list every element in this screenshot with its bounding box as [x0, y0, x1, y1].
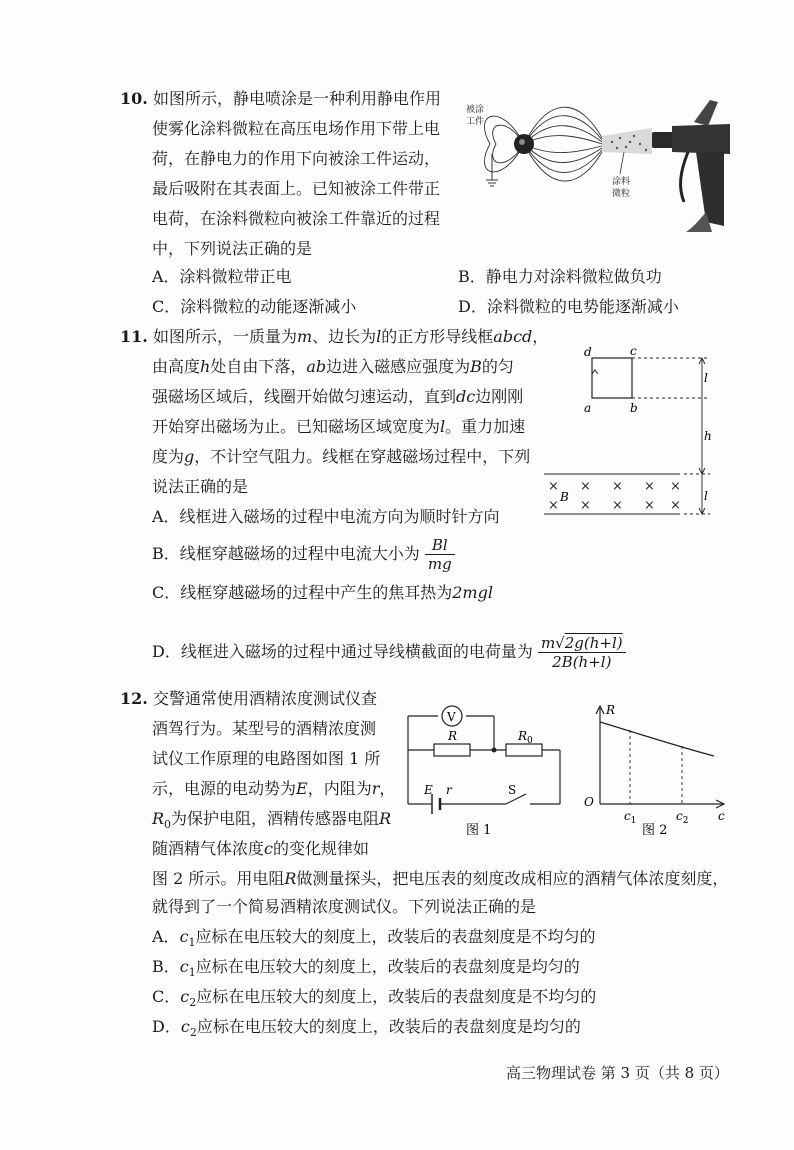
q11-option-a: A．线框进入磁场的过程中电流方向为顺时针方向 [152, 507, 500, 526]
label-V: V [447, 710, 456, 724]
label-E: E [424, 783, 433, 797]
gun-handle [696, 152, 724, 226]
q10-number: 10. [120, 89, 148, 108]
svg-text:×: × [612, 479, 623, 494]
q11-option-d: D．线框进入磁场的过程中通过导线横截面的电荷量为 $\frac{m√2g(h+l)}{2B(h+l)}$ [152, 634, 626, 671]
q12-option-d: D．$c_2$应标在电压较大的刻度上，改装后的表盘刻度是均匀的 [152, 1017, 581, 1040]
label-a: a [584, 401, 592, 415]
label-c-axis: c [718, 809, 725, 823]
q11-line-5: 度为g，不计空气阻力。线框在穿越磁场过程中，下列 [152, 447, 531, 466]
q11-option-c: C．线框穿越磁场的过程中产生的焦耳热为2mgl [152, 583, 493, 602]
q12-line-1: 12. 交警通常使用酒精浓度测试仪查 [120, 689, 377, 708]
svg-text:×: × [644, 479, 655, 494]
q11-option-b: B．线框穿越磁场的过程中电流大小为 $\frac{Bl}{mg}$ [152, 536, 455, 573]
q11-line-1: 11. 如图所示，一质量为m、边长为l的正方形导线框abcd， [120, 327, 549, 346]
magnetic-field-figure [540, 344, 720, 520]
svg-text:×: × [670, 479, 681, 494]
protective-resistor-R0 [506, 744, 542, 756]
q12-line-2: 酒驾行为。某型号的酒精浓度测 [152, 719, 377, 738]
page-footer: 高三物理试卷 第 3 页（共 8 页） [506, 1064, 729, 1082]
svg-text:×: × [548, 498, 559, 513]
q11-number: 11. [120, 327, 148, 346]
label-R: R [448, 729, 458, 743]
wire-frame [592, 358, 632, 398]
q12-line-8: 就得到了一个简易酒精浓度测试仪。下列说法正确的是 [152, 897, 537, 916]
q12-line-3: 试仪工作原理的电路图如图 1 所 [152, 749, 381, 768]
figure-1-caption: 图 1 [466, 823, 492, 838]
label-R0: $R_0$ [518, 729, 533, 746]
label-O: O [584, 795, 594, 809]
label-c2: $c_2$ [676, 809, 689, 826]
r-curve [600, 722, 714, 756]
svg-text:×: × [670, 498, 681, 513]
q11-option-b-fraction: $\frac{Bl}{mg}$ [425, 536, 455, 573]
q11-line-4: 开始穿出磁场为止。已知磁场区域宽度为l。重力加速 [152, 417, 526, 436]
spray-gun-figure [462, 92, 732, 232]
q11-option-d-fraction: $\frac{m√2g(h+l)}{2B(h+l)}$ [538, 634, 626, 671]
q12-option-c: C．$c_2$应标在电压较大的刻度上，改装后的表盘刻度是不均匀的 [152, 987, 597, 1010]
svg-text:×: × [548, 479, 559, 494]
svg-text:×: × [612, 498, 623, 513]
label-workpiece-1: 被涂 [466, 105, 485, 115]
label-l-bottom: l [704, 489, 708, 503]
label-d: d [584, 345, 592, 359]
q11-line-6: 说法正确的是 [152, 477, 249, 496]
svg-text:×: × [644, 498, 655, 513]
label-c1: $c_1$ [624, 809, 637, 826]
q10-option-c: C．涂料微粒的动能逐渐减小 [152, 297, 357, 316]
label-S: S [508, 783, 517, 797]
label-l-top: l [704, 371, 708, 385]
q12-line-6: 随酒精气体浓度c的变化规律如 [152, 839, 369, 858]
q11-line-3: 强磁场区域后，线圈开始做匀速运动，直到dc边刚刚 [152, 387, 524, 406]
q12-number: 12. [120, 689, 148, 708]
sensor-resistor-R [434, 744, 470, 756]
q12-line-5: $R_0$为保护电阻，酒精传感器电阻R [152, 809, 392, 832]
label-particles-2: 微粒 [612, 189, 631, 199]
circuit-figure-1 [396, 700, 566, 840]
q11-line-2: 由高度h处自由下落，ab边进入磁感应强度为B的匀 [152, 357, 514, 376]
q10-line-3: 荷，在静电力的作用下向被涂工件运动， [152, 149, 441, 168]
q10-option-b: B．静电力对涂料微粒做负功 [458, 267, 662, 286]
figure-2-caption: 图 2 [642, 823, 668, 838]
label-b: b [630, 401, 638, 415]
label-r: r [446, 783, 452, 797]
q12-line-4: 示，电源的电动势为E，内阻为r， [152, 779, 396, 798]
q10-line-2: 使雾化涂料微粒在高压电场作用下带上电 [152, 119, 441, 138]
q12-option-a: A．$c_1$应标在电压较大的刻度上，改装后的表盘刻度是不均匀的 [152, 927, 596, 950]
label-R-axis: R [606, 703, 616, 717]
label-particles-1: 涂料 [612, 177, 631, 187]
label-c: c [630, 344, 637, 358]
q10-option-d: D．涂料微粒的电势能逐渐减小 [458, 297, 679, 316]
label-h: h [704, 429, 712, 443]
q10-line-5: 电荷，在涂料微粒向被涂工件靠近的过程 [152, 209, 441, 228]
svg-text:×: × [580, 479, 591, 494]
r-vs-c-graph [580, 700, 730, 840]
q12-option-b: B．$c_1$应标在电压较大的刻度上，改装后的表盘刻度是均匀的 [152, 957, 580, 980]
gun-nozzle [652, 132, 674, 148]
q10-line-1: 10. 如图所示，静电喷涂是一种利用静电作用 [120, 89, 441, 108]
q12-line-7: 图 2 所示。用电阻R做测量探头，把电压表的刻度改成相应的酒精气体浓度刻度， [152, 869, 729, 888]
label-B: B [560, 490, 569, 504]
gun-body [672, 124, 730, 154]
svg-text:×: × [580, 498, 591, 513]
q10-option-a: A．涂料微粒带正电 [152, 267, 292, 286]
q10-line-6: 中，下列说法正确的是 [152, 239, 313, 258]
label-workpiece-2: 工件 [466, 117, 485, 127]
q10-line-4: 最后吸附在其表面上。已知被涂工件带正 [152, 179, 441, 198]
